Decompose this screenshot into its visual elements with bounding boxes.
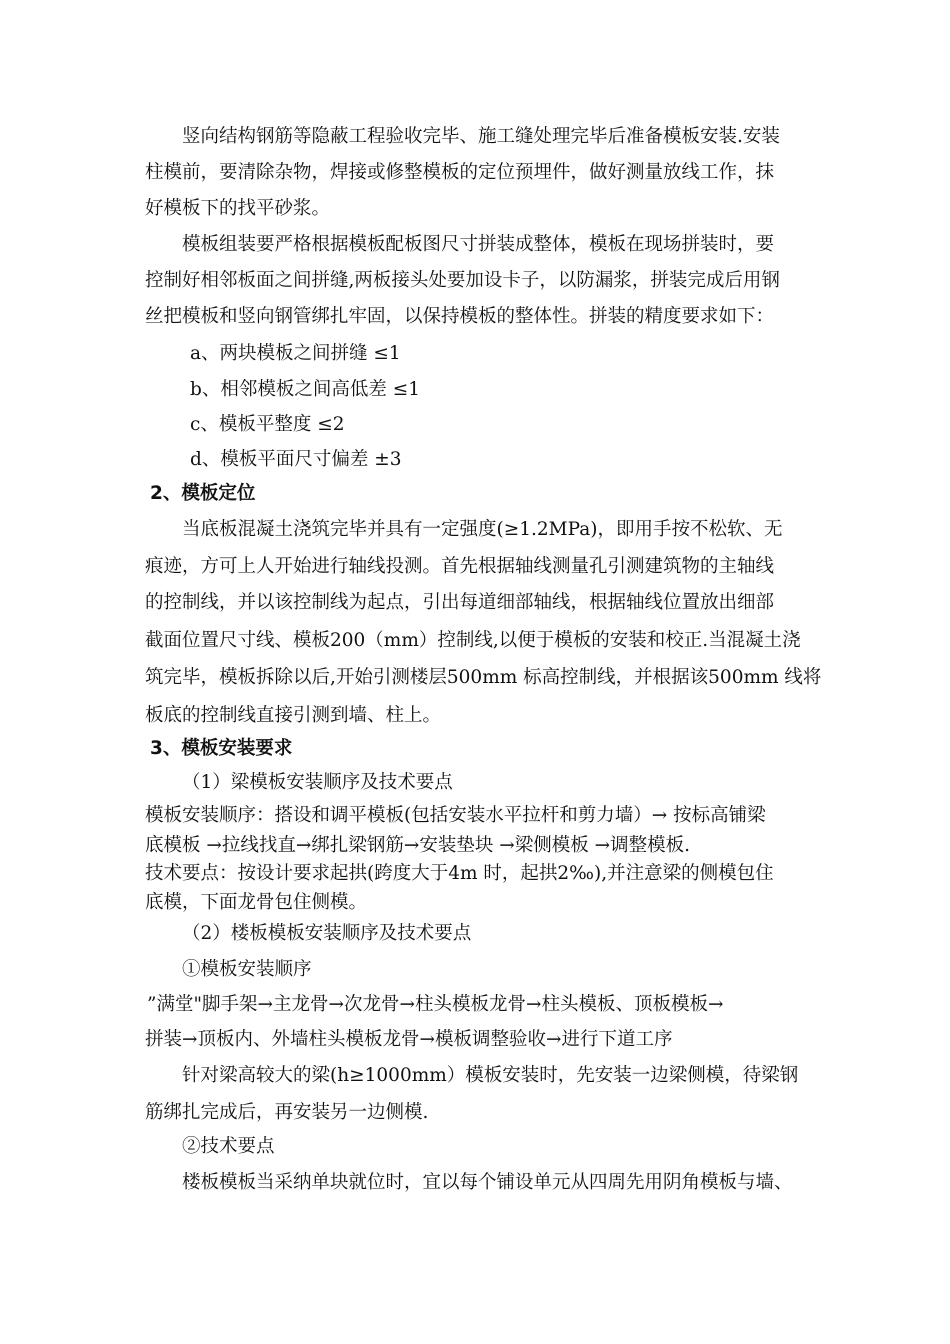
paragraph-2-line-1: 模板组装要严格根据模板配板图尺寸拼装成整体，模板在现场拼装时，要	[182, 234, 775, 255]
section-2-line-6: 板底的控制线直接引测到墙、柱上。	[145, 705, 442, 726]
beam-line-4: 底模，下面龙骨包住侧模。	[145, 892, 368, 913]
section-2-line-3: 的控制线，并以该控制线为起点，引出每道细部轴线，根据轴线位置放出细部	[145, 592, 775, 613]
section-2-line-2: 痕迹，方可上人开始进行轴线投测。首先根据轴线测量孔引测建筑物的主轴线	[145, 556, 775, 577]
paragraph-1-line-1: 竖向结构钢筋等隐蔽工程验收完毕、施工缝处理完毕后准备模板安装.安装	[182, 126, 780, 147]
section-3-heading: 3、模板安装要求	[150, 738, 293, 759]
floor-sub-1: ①模板安装顺序	[182, 959, 312, 980]
beam-line-1: 模板安装顺序：搭设和调平模板(包括安装水平拉杆和剪力墙）→ 按标高铺梁	[145, 805, 766, 826]
floor-note-line-2: 筋绑扎完成后，再安装另一边侧模.	[145, 1102, 429, 1123]
floor-tech-line-1: 楼板模板当采纳单块就位时，宜以每个铺设单元从四周先用阴角模板与墙、	[182, 1172, 793, 1193]
tolerance-item-a: a、两块模板之间拼缝 ≤1	[190, 343, 401, 364]
beam-line-3: 技术要点：按设计要求起拱(跨度大于4m 时，起拱2‰),并注意梁的侧模包住	[145, 863, 774, 884]
tolerance-item-c: c、模板平整度 ≤2	[190, 414, 345, 435]
paragraph-2-line-2: 控制好相邻板面之间拼缝,两板接头处要加设卡子，以防漏浆，拼装完成后用钢	[145, 270, 780, 291]
beam-line-2: 底模板 →拉线找直→绑扎梁钢筋→安装垫块 →梁侧模板 →调整模板.	[145, 835, 691, 856]
tolerance-item-b: b、相邻模板之间高低差 ≤1	[190, 379, 420, 400]
section-2-line-4: 截面位置尺寸线、模板200（mm）控制线,以便于模板的安装和校正.当混凝土浇	[145, 630, 801, 651]
floor-subheading: （2）楼板模板安装顺序及技术要点	[182, 923, 472, 944]
floor-note-line-1: 针对梁高较大的梁(h≥1000mm）模板安装时，先安装一边梁侧模，待梁钢	[182, 1065, 799, 1086]
section-2-line-1: 当底板混凝土浇筑完毕并具有一定强度(≥1.2MPa)，即用手按不松软、无	[182, 519, 783, 540]
section-2-heading: 2、模板定位	[150, 483, 256, 504]
floor-sequence-line-2: 拼装→顶板内、外墙柱头模板龙骨→模板调整验收→进行下道工序	[145, 1029, 673, 1050]
floor-sub-2: ②技术要点	[182, 1136, 275, 1157]
paragraph-2-line-3: 丝把模板和竖向钢管绑扎牢固，以保持模板的整体性。拼装的精度要求如下：	[145, 306, 775, 327]
paragraph-1-line-3: 好模板下的找平砂浆。	[145, 198, 331, 219]
floor-sequence-line-1: ”满堂"脚手架→主龙骨→次龙骨→柱头模板龙骨→柱头模板、顶板模板→	[147, 994, 724, 1015]
tolerance-item-d: d、模板平面尺寸偏差 ±3	[190, 449, 402, 470]
section-2-line-5: 筑完毕，模板拆除以后,开始引测楼层500mm 标高控制线，并根据该500mm 线将	[145, 667, 822, 688]
paragraph-1-line-2: 柱模前，要清除杂物，焊接或修整模板的定位预埋件，做好测量放线工作，抹	[145, 162, 775, 183]
beam-subheading: （1）梁模板安装顺序及技术要点	[182, 772, 453, 793]
